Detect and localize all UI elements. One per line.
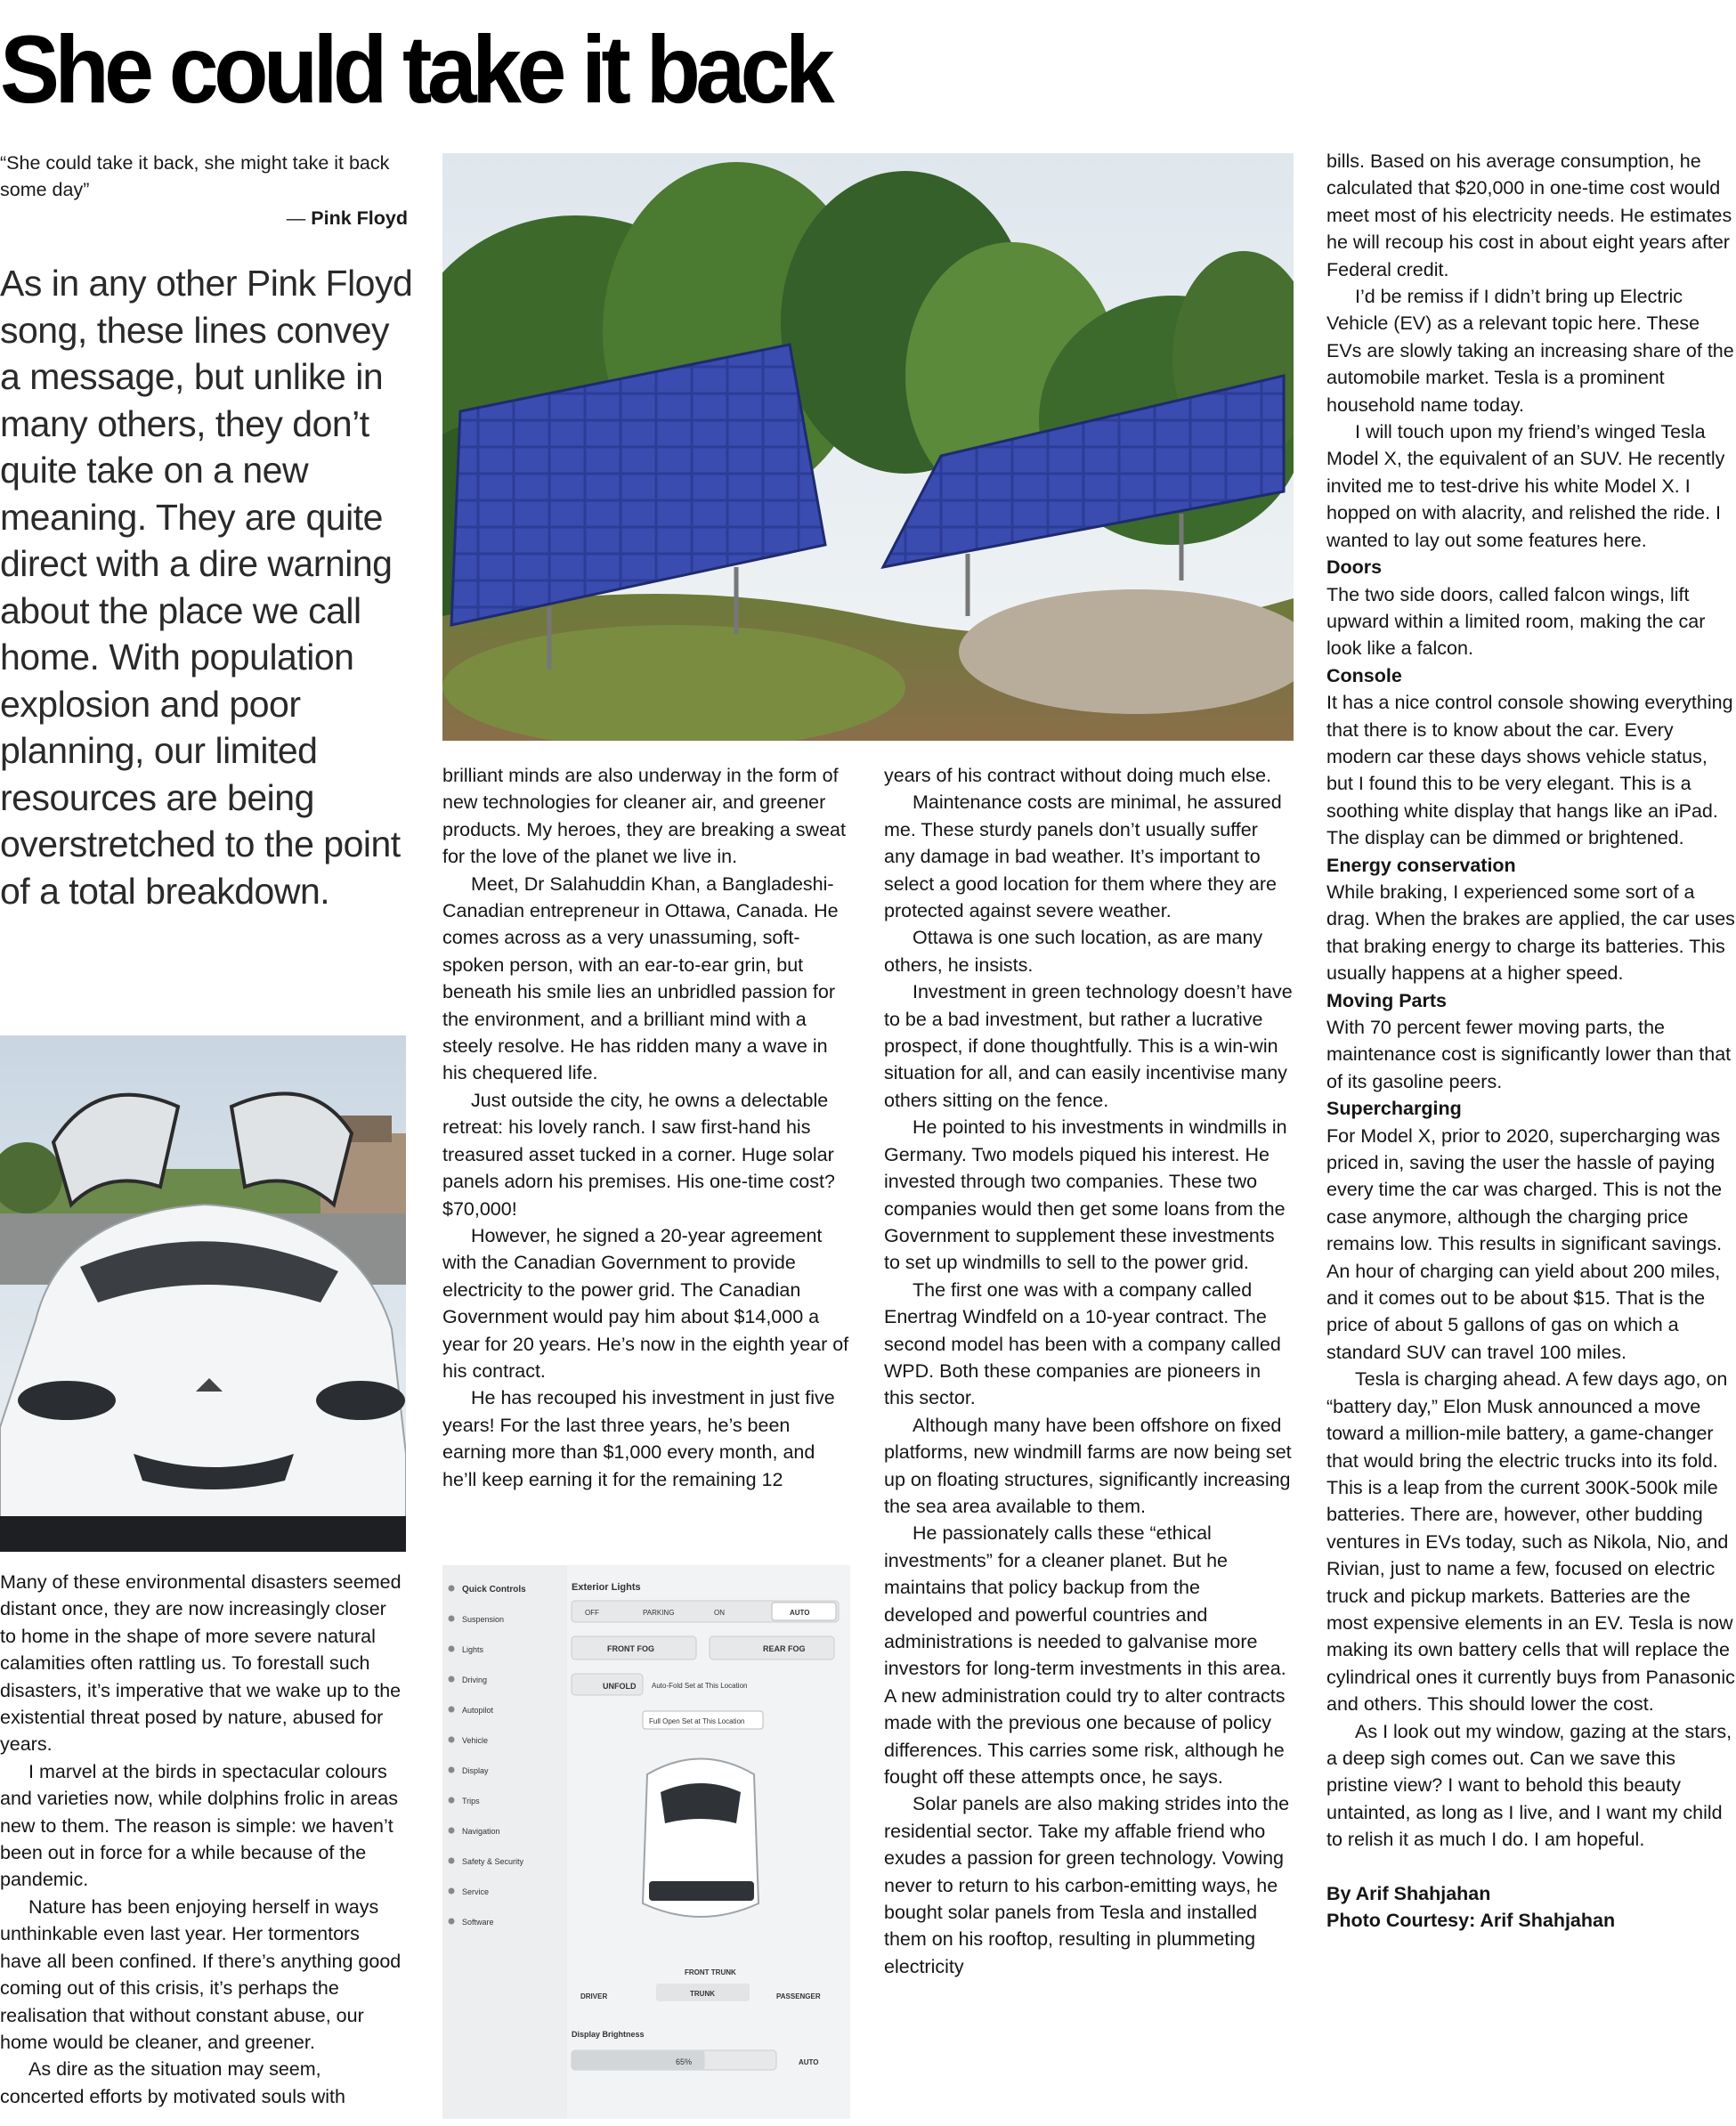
display-menu-icon [449,1586,455,1592]
display-menu-icon [449,1797,455,1804]
tesla-illustration [0,1035,406,1552]
tesla-display-photo [442,1565,850,2119]
col3-paragraph: Although many have been offshore on fixed platforms, new windmill farms are now being set up on floating structures, significantly increasing the sea area available to them. [884,1414,1292,1517]
byline: By Arif Shahjahan [1326,1882,1491,1904]
subhead-console: Console [1326,664,1402,686]
rear-fog-label: REAR FOG [763,1644,806,1653]
display-menu-item: Driving [462,1676,488,1684]
display-menu-icon [449,1737,455,1743]
col2-paragraph: brilliant minds are also underway in the form of new technologies for cleaner air, and greener products. My heroes, they are breaking a sweat for the love of the planet we live in. [442,765,846,868]
display-menu-icon [449,1858,455,1864]
display-menu-icon [449,1707,455,1713]
epigraph [0,150,408,231]
display-menu-icon [449,1676,455,1683]
front-fog-label: FRONT FOG [607,1644,654,1653]
display-menu-item: Safety & Security [462,1857,524,1866]
display-menu-item: Lights [462,1645,484,1654]
display-menu-item: Navigation [462,1827,500,1836]
column-2 [442,762,852,1493]
subhead-moving-parts: Moving Parts [1326,989,1447,1011]
col3-paragraph: The first one was with a company called Enertrag Windfeld on a 10-year contract. The second model has been with a company called WPD. Both these companies are pioneers in this sector. [884,1278,1281,1409]
photo-credit: Photo Courtesy: Arif Shahjahan [1326,1910,1616,1931]
display-menu-icon [449,1767,455,1773]
light-option: PARKING [643,1609,675,1617]
col2-paragraph: Just outside the city, he owns a delectable retreat: his lovely ranch. I saw first-hand his treasured asset tucked in a corner. Huge solar panels adorn his premises. His one-time cost? $70,000! [442,1089,835,1220]
epigraph-quote: “She could take it back, she might take it back some day” [0,152,390,200]
trunk-label: TRUNK [690,1990,715,1998]
exterior-lights-label: Exterior Lights [572,1582,641,1593]
col4-paragraph: Tesla is charging ahead. A few days ago, on “battery day,” Elon Musk announced a move toward a million-mile battery, a game-changer that would bring the electric trucks into its fold. This is a leap from the current 300K-500k mile batteries. There are, however, other budding ventures in EVs today, such as Nikola, Nio, and Rivian, just to name a few, focused on electric truck and pickup markets. Batteries are the most expensive elements in an EV. Tesla is now making its own battery cells that will replace the cylindrical ones it currently buys from Panasonic and others. This should lower the cost. [1326,1368,1735,1716]
col4-paragraph: bills. Based on his average consumption, he calculated that $20,000 in one-time cost would meet most of his electricity needs. He estimates he will recoup his cost in about eight years after Federal credit. [1326,150,1732,280]
col4-paragraph: I’d be remiss if I didn’t bring up Electric Vehicle (EV) as a relevant topic here. These EVs are slowly taking an increasing share of the automobile market. Tesla is a prominent household name today. [1326,286,1734,416]
light-option: OFF [585,1609,599,1617]
display-menu-item: Trips [462,1797,480,1805]
display-menu-item: Quick Controls [462,1585,526,1594]
subhead-doors: Doors [1326,556,1383,579]
col3-paragraph: Investment in green technology doesn’t have to be a bad investment, but rather a lucrative prospect, if done thoughtfully. This is a win-win situation for all, and can easily incentivise many others sitting on the fence. [884,981,1293,1111]
col1-paragraph: Nature has been enjoying herself in ways unthinkable even last year. Her tormentors have all been confined. If there’s anything good coming out of this crisis, it’s perhaps the realisation that without constant abuse, our home would be cleaner, and greener. [0,1895,402,2053]
display-menu-icon [449,1646,455,1652]
col3-paragraph: Solar panels are also making strides into the residential sector. Take my affable friend who exudes a passion for green technology. Vowing never to return to his carbon-emitting ways, he bought solar panels from Tesla and installed them on his rooftop, resulting in plummeting electricity [884,1793,1290,1977]
column-1 [0,1569,402,2110]
brightness-value: 65% [676,2057,693,2066]
col4-paragraph: It has a nice control console showing everything that there is to know about the car. Every modern car these days shows vehicle status, but I found this to be very elegant. This is a soothing white display that hangs like an iPad. The display can be dimmed or brightened. [1326,692,1733,849]
brightness-auto: AUTO [799,2058,819,2066]
front-trunk-label: FRONT TRUNK [685,1968,736,1976]
display-menu-item: Service [462,1887,490,1896]
attribution-name: Pink Floyd [311,207,408,229]
brightness-label: Display Brightness [572,2030,645,2039]
headline: She could take it back [0,15,831,123]
col4-paragraph: For Model X, prior to 2020, supercharging was priced in, saving the user the hassle of paying every time the car was charged. This is not the case anymore, although the charging price remains low. This results in significant savings. An hour of charging can yield about 200 miles, and it comes out to be about $15. That is the price of about 5 gallons of gas on which a standard SUV can travel 100 miles. [1326,1124,1723,1363]
auto-fold-label: Auto-Fold Set at This Location [652,1682,748,1690]
display-menu-item: Suspension [462,1615,505,1624]
light-option: ON [714,1609,725,1617]
lead-paragraph: As in any other Pink Floyd song, these lines convey a message, but unlike in many others, they don’t quite take on a new meaning. They are quite direct with a dire warning about the place we call home. With population explosion and poor planning, our limited resources are being overstretched to the point of a total breakdown. [0,263,413,912]
display-screen [442,1565,850,2119]
passenger-label: PASSENGER [776,1992,821,2000]
column-4 [1326,148,1736,1934]
column-3 [884,762,1294,1980]
full-open-label: Full Open Set at This Location [649,1717,745,1725]
col3-paragraph: He pointed to his investments in windmills in Germany. Two models piqued his interest. He invested through two companies. These two companies would then get some loans from the Government to supplement these investments to set up windmills to sell to the power grid. [884,1116,1287,1274]
col3-paragraph: Ottawa is one such location, as are many others, he insists. [884,927,1263,976]
col3-paragraph: Maintenance costs are minimal, he assured me. These sturdy panels don’t usually suffer any damage in bad weather. It’s important to select a good location for them where they are protected against severe weather. [884,791,1282,922]
solar-panels-photo [442,153,1294,741]
col3-paragraph: He passionately calls these “ethical investments” for a cleaner planet. But he maintains that policy backup from the developed and powerful countries and administrations is needed to galvanise more investors for long-term investments in this area. A new administration could try to alter contracts made with the previous one because of policy differences. This carries some risk, although he fought off these attempts once, he says. [884,1522,1286,1789]
display-menu-icon [449,1919,455,1925]
subhead-energy: Energy conservation [1326,854,1516,876]
unfold-label: UNFOLD [603,1682,637,1691]
driver-label: DRIVER [580,1992,608,2000]
col3-paragraph: years of his contract without doing much else. [884,765,1271,786]
display-menu-icon [449,1888,455,1895]
col2-paragraph: He has recouped his investment in just five years! For the last three years, he’s been earning more than $1,000 every month, and he’ll keep earning it for the remaining 12 [442,1387,835,1490]
col1-paragraph: As dire as the situation may seem, concerted efforts by motivated souls with [0,2058,345,2107]
col4-paragraph: As I look out my window, gazing at the stars, a deep sigh comes out. Can we save this pristine view? I want to behold this beauty untainted, as long as I live, and I want my child to relish it as much I do. I am hopeful. [1326,1720,1732,1851]
display-menu-item: Display [462,1766,489,1775]
epigraph-attribution [0,205,408,231]
col4-paragraph: The two side doors, called falcon wings, lift upward within a limited room, making the car look like a falcon. [1326,583,1706,660]
attribution-dash: — [286,207,312,229]
solar-panels-illustration [442,153,1294,741]
col2-paragraph: Meet, Dr Salahuddin Khan, a Bangladeshi-Canadian entrepreneur in Ottawa, Canada. He comes across as a very unassuming, soft-spoken person, with an ear-to-ear grin, but beneath his smile lies an unbridled passion for the environment, and a brilliant mind with a steely resolve. He has ridden many a wave in his chequered life. [442,872,839,1084]
col4-paragraph: While braking, I experienced some sort of a drag. When the brakes are applied, the car uses that braking energy to charge its batteries. This usually happens at a higher speed. [1326,880,1735,985]
tesla-model-x-photo [0,1035,406,1552]
col1-paragraph: Many of these environmental disasters seemed distant once, they are now increasingly closer to home in the shape of more severe natural calamities often rattling us. To forestall such disasters, it’s imperative that we wake up to the existential threat posed by nature, abused for years. [0,1571,402,1756]
col4-paragraph: I will touch upon my friend’s winged Tesla Model X, the equivalent of an SUV. He recently invited me to test-drive his white Model X. I hopped on with alacrity, and relished the ride. I wanted to lay out some features here. [1326,421,1725,551]
display-menu-item: Vehicle [462,1736,489,1745]
display-menu-icon [449,1616,455,1622]
col2-paragraph: However, he signed a 20-year agreement with the Canadian Government to provide electricity to the power grid. The Canadian Government would pay him about $14,000 a year for 20 years. He’s now in the eighth year of his contract. [442,1224,849,1382]
display-menu-item: Software [462,1918,494,1927]
col4-paragraph: With 70 percent fewer moving parts, the maintenance cost is significantly lower than that of its gasoline peers. [1326,1017,1732,1092]
display-menu-icon [449,1828,455,1834]
subhead-supercharging: Supercharging [1326,1098,1462,1120]
light-option: AUTO [790,1609,810,1617]
display-menu-item: Autopilot [462,1706,494,1715]
col1-paragraph: I marvel at the birds in spectacular colours and varieties now, while dolphins frolic in areas new to them. The reason is simple: we haven’t been out in force for a while because of the pandemic. [0,1760,398,1891]
